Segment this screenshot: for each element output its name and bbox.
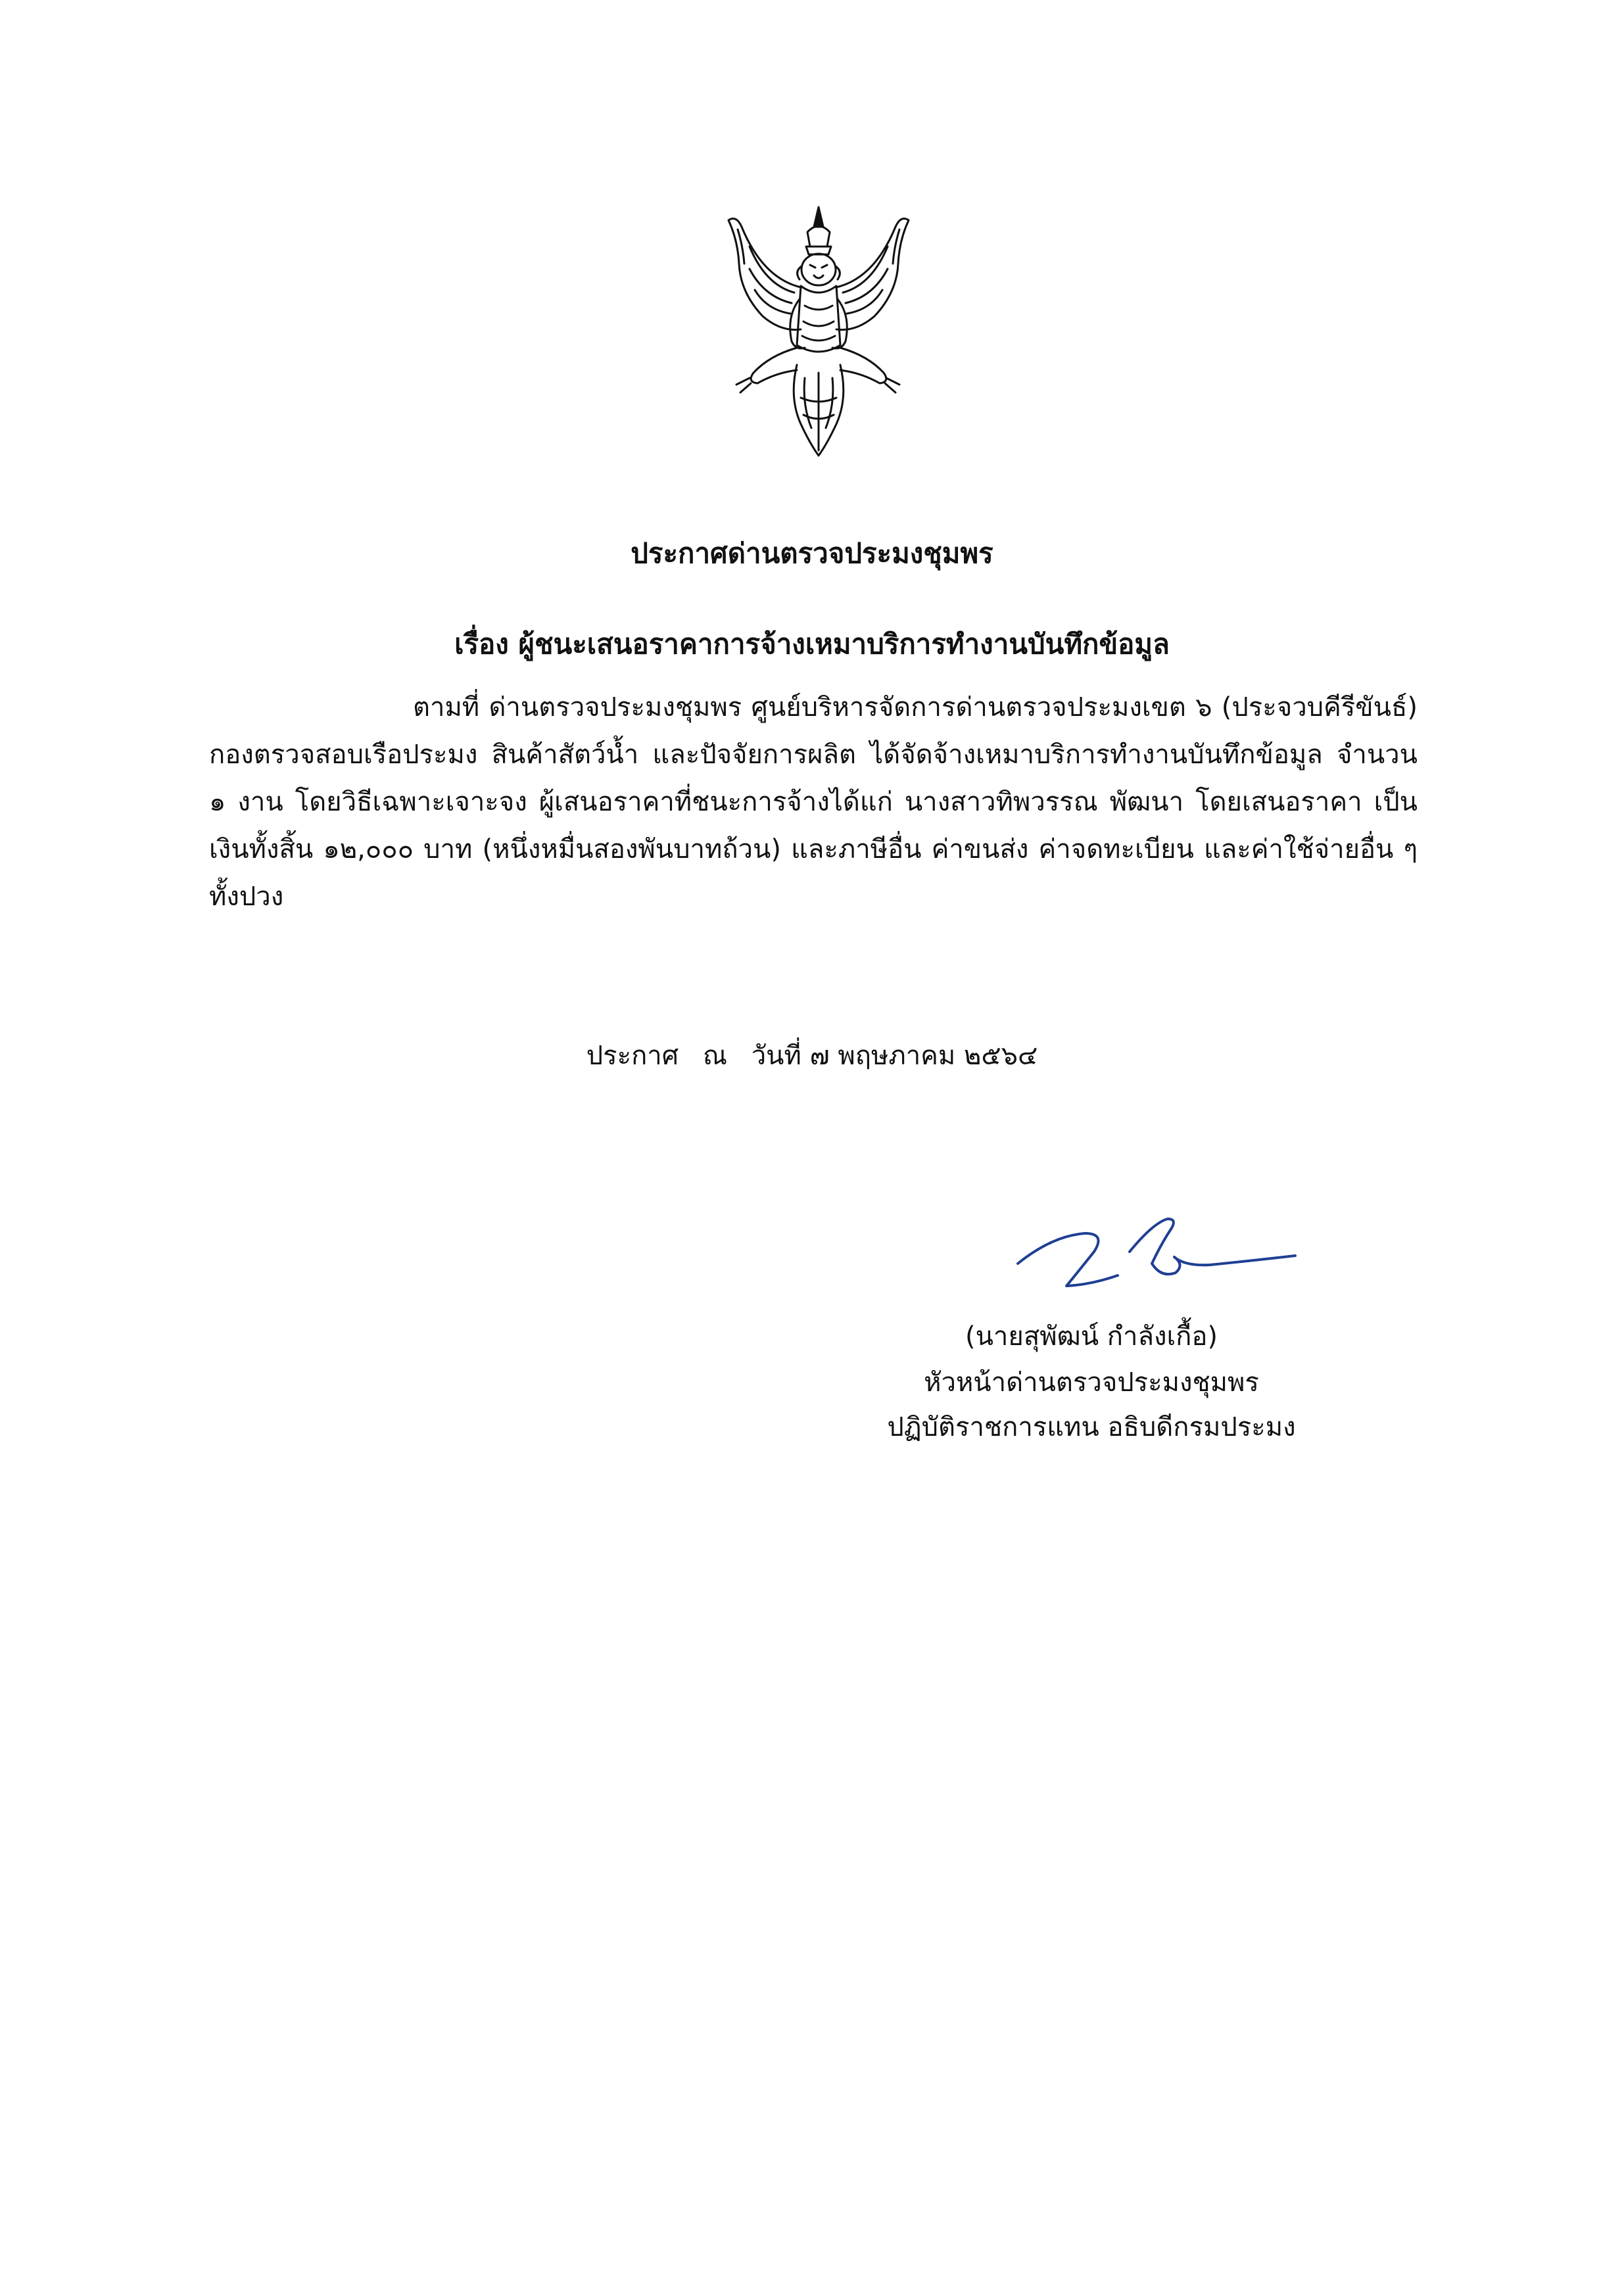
announcement-date (0, 1036, 1624, 1076)
date-at: ณ (702, 1041, 727, 1071)
garuda-emblem-icon (723, 201, 914, 460)
date-prefix: ประกาศ (586, 1041, 679, 1071)
date-text: วันที่ ๗ พฤษภาคม ๒๕๖๔ (751, 1041, 1038, 1071)
signer-position: หัวหน้าด่านตรวจประมงชุมพร (924, 1367, 1259, 1398)
signer-name: (นายสุพัฒน์ กำลังเกื้อ) (965, 1321, 1218, 1352)
signature-mark (1013, 1210, 1302, 1295)
announcement-subject: เรื่อง ผู้ชนะเสนอราคาการจ้างเหมาบริการทำงานบันทึกข้อมูล (454, 628, 1170, 660)
announcement-title: ประกาศด่านตรวจประมงชุมพร (631, 537, 993, 569)
signer-acting-on-behalf: ปฏิบัติราชการแทน อธิบดีกรมประมง (887, 1412, 1296, 1442)
announcement-body: ตามที่ ด่านตรวจประมงชุมพร ศูนย์บริหารจัดการด่านตรวจประมงเขต ๖ (ประจวบคีรีขันธ์) กองตรวจสอบเรือประมง สินค้าสัตว์น้ำ และปัจจัยการผลิต ได้จัดจ้างเหมาบริการทำงานบันทึกข้อมูล จำนวน ๑ งาน โดยวิธีเฉพาะเจาะจง ผู้เสนอราคาที่ชนะการจ้างได้แก่ นางสาวทิพวรรณ พัฒนา โดยเสนอราคา เป็นเงินทั้งสิ้น ๑๒,๐๐๐ บาท (หนึ่งหมื่นสองพันบาทถ้วน) และภาษีอื่น ค่าขนส่ง ค่าจดทะเบียน และค่าใช้จ่ายอื่น ๆ ทั้งปวง (209, 692, 1418, 912)
